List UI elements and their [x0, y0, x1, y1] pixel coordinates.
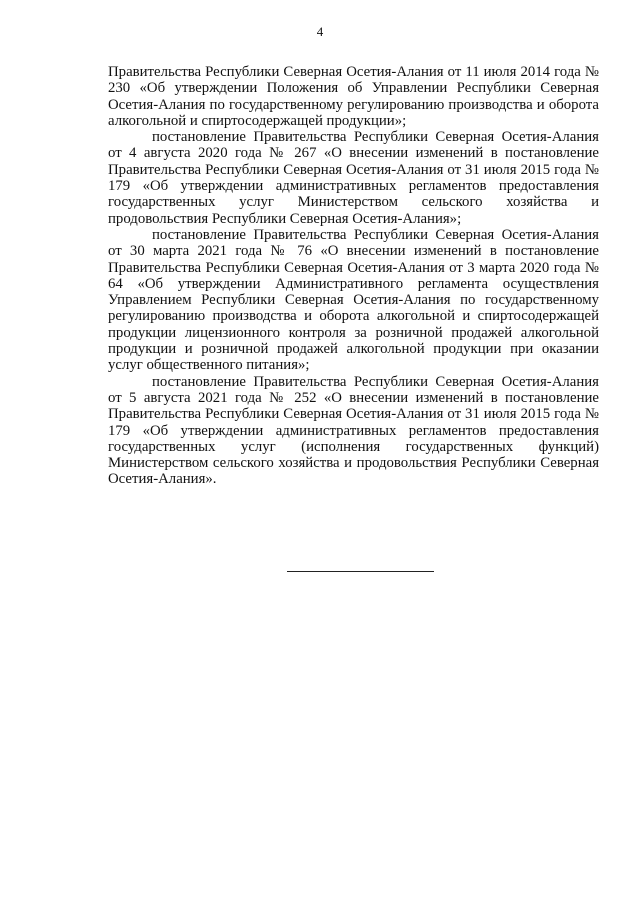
document-body — [108, 64, 599, 488]
end-of-document-rule — [287, 571, 434, 572]
paragraph-resolution-267: постановление Правительства Республики Северная Осетия-Алания от 4 августа 2020 года № 267 «О внесении изменений в постановление Правительства Республики Северная Осетия-Алания от 31 июля 2015 года № 179 «Об утверждении административных регламентов предоставления государственных услуг Министерством сельского хозяйства и продовольствия Республики Северная Осетия-Алания»; — [108, 129, 599, 227]
paragraph-resolution-252: постановление Правительства Республики Северная Осетия-Алания от 5 августа 2021 года № 252 «О внесении изменений в постановление Правительства Республики Северная Осетия-Алания от 31 июля 2015 года № 179 «Об утверждении административных регламентов предоставления государственных услуг (исполнения государственных функций) Министерством сельского хозяйства и продовольствия Республики Северная Осетия-Алания». — [108, 373, 599, 488]
paragraph-resolution-76: постановление Правительства Республики Северная Осетия-Алания от 30 марта 2021 года № 76 «О внесении изменений в постановление Правительства Республики Северная Осетия-Алания от 3 марта 2020 года № 64 «Об утверждении Административного регламента осуществления Управлением Республики Северная Осетия-Алания по государственному регулированию производства и оборота алкогольной и спиртосодержащей продукции лицензионного контроля за розничной продажей алкогольной продукции и розничной продажей алкогольной продукции при оказании услуг общественного питания»; — [108, 226, 599, 374]
page-number: 4 — [316, 24, 324, 39]
paragraph-continuation: Правительства Республики Северная Осетия-Алания от 11 июля 2014 года № 230 «Об утверждении Положения об Управлении Республики Северная Осетия-Алания по государственному регулированию производства и оборота алкогольной и спиртосодержащей продукции»; — [108, 64, 599, 129]
